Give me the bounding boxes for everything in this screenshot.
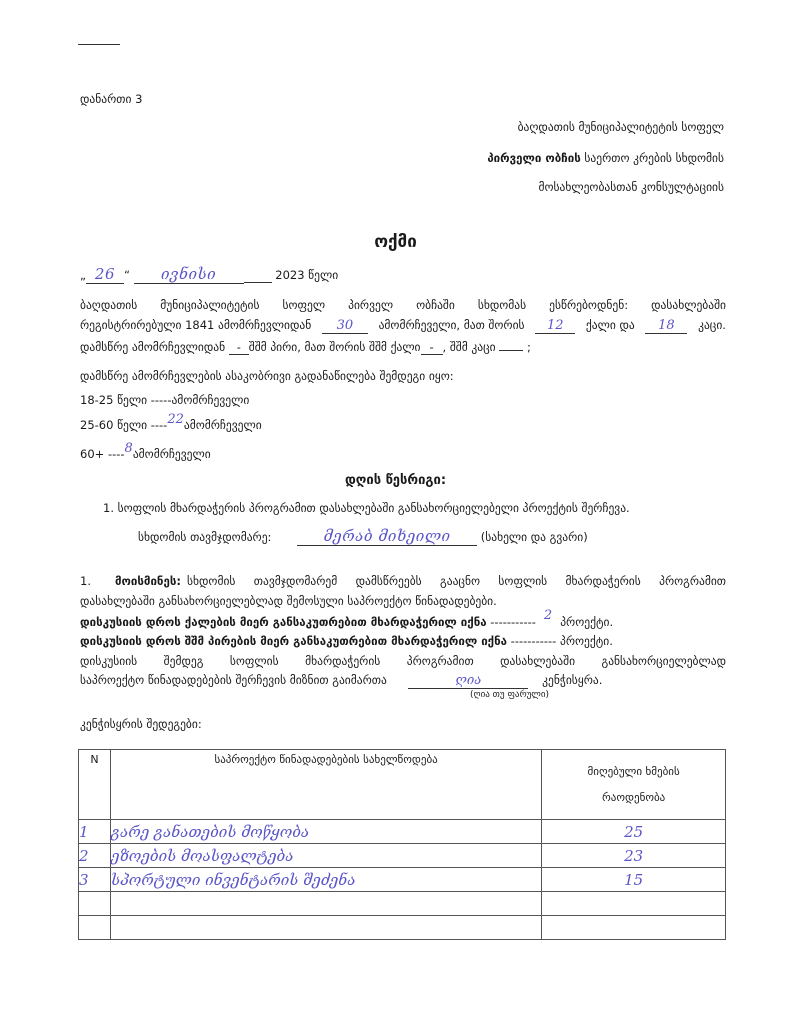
- date-day: 26: [86, 265, 124, 284]
- header-votes-line-1: მიღებული ხმების: [587, 764, 680, 778]
- row-n: 2: [79, 844, 111, 868]
- pwd-support-text: დისკუსიის დროს შშმ პირების მიერ განსაკუთრებით მხარდაჭერილ იქნა: [80, 634, 508, 648]
- row-votes: 23: [542, 844, 726, 868]
- heard-line-5: დისკუსიის შემდეგ სოფლის მხარდაჭერის პროგრამით დასახლებაში განსახორციელებლად: [80, 654, 726, 668]
- heard-text-1: სხდომის თავმჯდომარემ დამსწრეებს გააცნო სოფლის მხარდაჭერის პროგრამით: [186, 574, 726, 588]
- heard-label: მოისმინეს:: [114, 574, 181, 588]
- vote-tail: კენჭისყრა.: [542, 673, 603, 687]
- age-dash: ----: [107, 447, 125, 461]
- age-row-18-25: [80, 393, 249, 408]
- women-support-tail: პროექტი.: [560, 615, 614, 629]
- vote-note: (ღია თუ ფარული): [470, 690, 550, 700]
- heard-number: 1.: [80, 574, 91, 588]
- age-unit: ამომრჩეველი: [171, 393, 250, 407]
- women-support-text: დისკუსიის დროს ქალების მიერ განსაკუთრებით მხარდაჭერილ იქნა: [80, 615, 487, 629]
- header-line-2-rest: საერთო კრების სხდომის: [580, 151, 724, 165]
- row-votes: [542, 892, 726, 916]
- row-name: სპორტული ინვენტარის შეძენა: [110, 868, 541, 892]
- row-votes: [542, 916, 726, 940]
- age-row-25-60: [80, 412, 262, 433]
- age-unit: ამომრჩეველი: [132, 447, 211, 461]
- date-line: [80, 265, 338, 284]
- intro-semicolon: ;: [526, 340, 531, 354]
- intro-registered-text: რეგისტრირებული 1841 ამომრჩევლიდან: [80, 318, 312, 332]
- age-value: 8: [124, 441, 133, 456]
- agenda-title: დღის წესრიგი:: [344, 473, 447, 488]
- pwd-men: [499, 350, 523, 351]
- intro-line-1: ბაღდათის მუნიციპალიტეტის სოფელ პირველ ობჩაში სხდომას ესწრებოდნენ: დასახლებაში: [80, 298, 726, 312]
- annex-label: დანართი 3: [80, 92, 143, 106]
- results-title: კენჭისყრის შედეგები:: [80, 717, 202, 731]
- age-unit: ამომრჩეველი: [183, 418, 262, 432]
- vote-type: ღია: [408, 673, 528, 689]
- age-label: 18-25 წელი: [80, 393, 148, 407]
- intro-among-text: ამომრჩეველი, მათ შორის: [378, 318, 525, 332]
- agenda-item-1: 1. სოფლის მხარდაჭერის პროგრამით დასახლებაში განსახორციელებელი პროექტის შერჩევა.: [103, 501, 630, 515]
- chair-note: (სახელი და გვარი): [480, 530, 588, 544]
- age-row-60-plus: [80, 441, 211, 462]
- date-open-quote: „: [80, 268, 86, 282]
- row-votes: 15: [542, 868, 726, 892]
- age-label: 25-60 წელი: [80, 418, 148, 432]
- table-header-row: [79, 750, 726, 820]
- age-title: დამსწრე ამომრჩევლების ასაკობრივი გადანაწილება შემდეგი იყო:: [80, 369, 454, 383]
- intro-women-text: ქალი და: [585, 318, 635, 332]
- village-name: პირველი ობჩის: [487, 151, 581, 165]
- row-n: 3: [79, 868, 111, 892]
- age-value: 22: [167, 412, 184, 427]
- heard-line-6: [80, 673, 602, 689]
- intro-men-text: კაცი.: [698, 318, 726, 332]
- pwd-support-dash: -----------: [510, 634, 557, 648]
- row-n: [79, 892, 111, 916]
- attendees-count: 30: [322, 318, 368, 334]
- chair-label: სხდომის თავმჯდომარე:: [138, 530, 272, 544]
- heard-line-1: [80, 574, 726, 588]
- pwd-total: -: [229, 340, 249, 355]
- row-name: [110, 892, 541, 916]
- women-support-dash: -----------: [490, 615, 536, 629]
- header-votes-line-2: რაოდენობა: [602, 790, 666, 804]
- age-dash: ----: [150, 418, 168, 432]
- chair-line: [138, 527, 588, 546]
- intro-pwd-women-text: შშმ პირი, მათ შორის შშმ ქალი: [248, 340, 421, 354]
- intro-line-3: [80, 340, 531, 355]
- intro-line-2: [80, 318, 726, 334]
- row-n: [79, 916, 111, 940]
- table-row: [79, 820, 726, 844]
- header-n: N: [79, 750, 111, 820]
- heard-women-line: [80, 608, 614, 630]
- top-rule: [78, 44, 120, 45]
- header-line-1: ბაღდათის მუნიციპალიტეტის სოფელ: [517, 120, 724, 134]
- header-line-3: მოსახლეობასთან კონსულტაციის: [538, 180, 724, 194]
- heard-pwd-line: [80, 634, 613, 648]
- heard-line-2: დასახლებაში განსახორციელებლად შემოსული საპროექტო წინადადებები.: [80, 594, 497, 608]
- document-title: ოქმი: [374, 232, 417, 252]
- date-blank: [244, 268, 272, 283]
- header-name: საპროექტო წინადადებების სახელწოდება: [110, 750, 541, 820]
- women-support-project: 2: [543, 608, 553, 623]
- age-dash: -----: [150, 393, 172, 407]
- row-votes: 25: [542, 820, 726, 844]
- table-row: [79, 868, 726, 892]
- women-count: 12: [535, 318, 575, 334]
- table-row: [79, 916, 726, 940]
- row-name: ეზოების მოასფალტება: [110, 844, 541, 868]
- row-n: 1: [79, 820, 111, 844]
- pwd-women: -: [421, 340, 443, 355]
- row-name: გარე განათების მოწყობა: [110, 820, 541, 844]
- row-name: [110, 916, 541, 940]
- intro-pwd-men-text: , შშმ კაცი: [442, 340, 496, 354]
- vote-text: საპროექტო წინადადებების შერჩევის მიზნით გაიმართა: [80, 673, 387, 687]
- men-count: 18: [645, 318, 687, 334]
- table-row: [79, 844, 726, 868]
- header-line-2: [487, 151, 724, 165]
- intro-pwd-text: დამსწრე ამომრჩევლიდან: [80, 340, 226, 354]
- date-year: 2023 წელი: [275, 268, 339, 282]
- date-month: ივნისი: [134, 265, 244, 284]
- header-votes: [542, 750, 726, 820]
- results-table: [78, 749, 726, 940]
- table-row: [79, 892, 726, 916]
- age-label: 60+: [80, 447, 105, 461]
- chair-name: მერაბ მიხეილი: [297, 527, 477, 546]
- pwd-support-tail: პროექტი.: [559, 634, 613, 648]
- date-close-quote: “: [123, 268, 130, 282]
